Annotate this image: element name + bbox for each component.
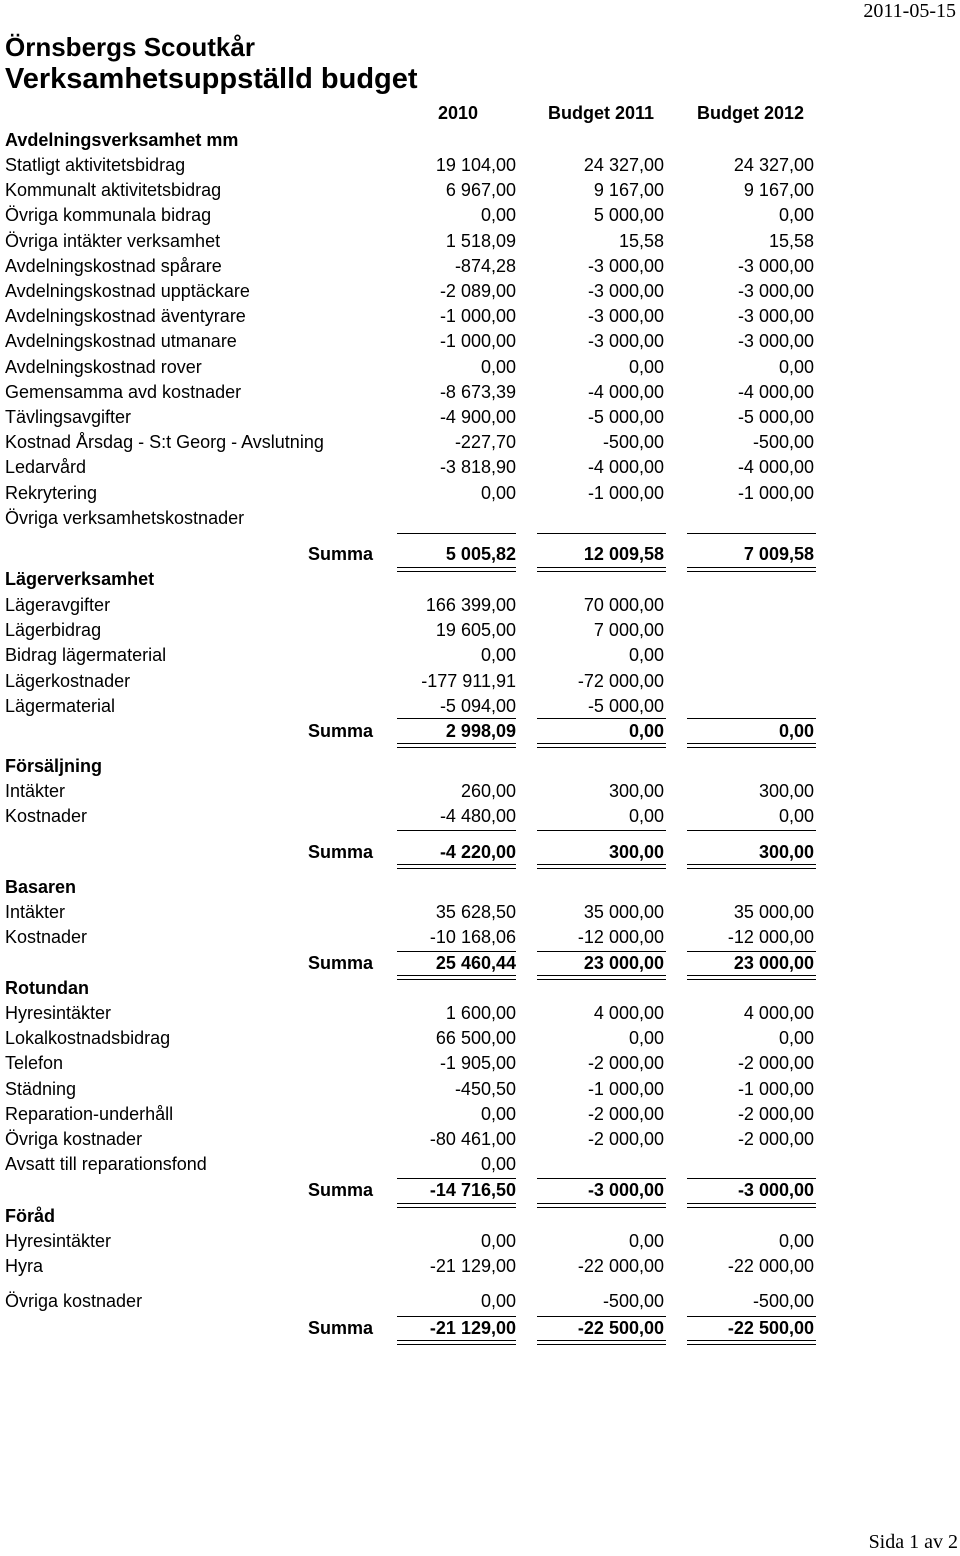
row-label: Ledarvård <box>5 457 87 478</box>
cell-value: -2 000,00 <box>737 1053 814 1074</box>
row-label: Lägermaterial <box>5 695 116 716</box>
cell-value: 0,00 <box>778 356 814 377</box>
cell-value: -8 673,39 <box>439 381 516 402</box>
summa-row <box>0 1178 960 1203</box>
summa-value: -3 000,00 <box>587 1180 664 1200</box>
table-row <box>0 1289 960 1314</box>
cell-value: -80 461,00 <box>429 1129 516 1149</box>
cell-value: -10 168,06 <box>429 927 516 948</box>
cell-value: -874,28 <box>454 255 516 276</box>
cell-value: -2 089,00 <box>439 281 516 301</box>
table-row <box>0 1127 960 1152</box>
cell-value: 300,00 <box>608 781 664 801</box>
summa-label: Summa <box>307 721 373 741</box>
summa-value: -22 500,00 <box>577 1318 664 1338</box>
summa-value: -21 129,00 <box>429 1318 516 1338</box>
summa-value: 12 009,58 <box>583 544 664 564</box>
table-row <box>0 804 960 829</box>
summa-value: 0,00 <box>628 721 664 741</box>
section-title: Basaren <box>5 877 77 897</box>
row-label: Övriga verksamhetskostnader <box>5 507 245 528</box>
cell-value: -500,00 <box>602 1291 664 1312</box>
total-double-rule <box>397 1340 516 1345</box>
table-row <box>0 1152 960 1177</box>
cell-value: 0,00 <box>480 482 516 503</box>
cell-value: 24 327,00 <box>583 155 664 175</box>
cell-value: -3 000,00 <box>587 255 664 276</box>
summa-value: 23 000,00 <box>583 953 664 973</box>
cell-value: -2 000,00 <box>737 1129 814 1149</box>
table-row <box>0 779 960 804</box>
cell-value: -3 818,90 <box>439 457 516 478</box>
cell-value: -2 000,00 <box>737 1103 814 1124</box>
cell-value: -21 129,00 <box>429 1256 516 1277</box>
cell-value: -1 000,00 <box>439 331 516 352</box>
cell-value: 6 967,00 <box>445 180 516 201</box>
page-number: Sida 1 av 2 <box>868 1531 958 1553</box>
table-row <box>0 254 960 279</box>
total-double-rule <box>687 743 816 748</box>
table-row <box>0 1051 960 1076</box>
cell-value: -500,00 <box>752 1291 814 1312</box>
summa-value: 23 000,00 <box>733 953 814 973</box>
row-label: Reparation-underhåll <box>5 1103 174 1124</box>
section-title: Försäljning <box>5 756 103 776</box>
summa-value: 5 005,82 <box>445 544 516 564</box>
cell-value: -1 000,00 <box>737 482 814 503</box>
row-label: Övriga kostnader <box>5 1129 143 1149</box>
section-title: Föråd <box>5 1206 56 1226</box>
cell-value: 4 000,00 <box>593 1003 664 1023</box>
section-title: Avdelningsverksamhet mm <box>5 130 239 150</box>
cell-value: 19 104,00 <box>435 155 516 175</box>
cell-value: -4 000,00 <box>737 457 814 478</box>
cell-value: 4 000,00 <box>743 1003 814 1023</box>
cell-value: 0,00 <box>778 806 814 827</box>
total-double-rule <box>537 864 666 869</box>
summa-value: -3 000,00 <box>737 1180 814 1200</box>
total-double-rule <box>687 864 816 869</box>
report-date: 2011-05-15 <box>863 0 956 22</box>
section-title-row <box>0 128 960 153</box>
cell-value: -2 000,00 <box>587 1103 664 1124</box>
row-label: Avdelningskostnad spårare <box>5 255 222 276</box>
cell-value: 24 327,00 <box>733 155 814 175</box>
cell-value: 0,00 <box>778 205 814 226</box>
table-row <box>0 153 960 178</box>
cell-value: -3 000,00 <box>737 331 814 352</box>
cell-value: 1 518,09 <box>445 230 516 251</box>
table-row <box>0 694 960 719</box>
row-label: Lägeravgifter <box>5 595 111 615</box>
subtotal-rule <box>397 830 516 831</box>
cell-value: 166 399,00 <box>425 595 516 615</box>
table-row <box>0 355 960 380</box>
cell-value: -3 000,00 <box>737 255 814 276</box>
section-title-row <box>0 754 960 779</box>
cell-value: -5 000,00 <box>737 407 814 427</box>
row-label: Avdelningskostnad äventyrare <box>5 306 246 327</box>
cell-value: 0,00 <box>628 1231 664 1251</box>
cell-value: 0,00 <box>480 1291 516 1312</box>
row-label: Hyra <box>5 1256 44 1277</box>
summa-row <box>0 1316 960 1341</box>
table-row <box>0 1102 960 1127</box>
cell-value: 35 000,00 <box>583 902 664 922</box>
cell-value: -4 480,00 <box>439 806 516 827</box>
section-title: Lägerverksamhet <box>5 569 155 589</box>
table-row <box>0 455 960 480</box>
row-label: Telefon <box>5 1053 64 1074</box>
cell-value: -1 000,00 <box>439 306 516 327</box>
cell-value: 1 600,00 <box>445 1003 516 1023</box>
table-row <box>0 593 960 618</box>
table-row <box>0 618 960 643</box>
cell-value: -22 000,00 <box>727 1256 814 1277</box>
cell-value: 0,00 <box>628 806 664 827</box>
column-header-2010: 2010 <box>437 103 478 123</box>
table-row <box>0 304 960 329</box>
cell-value: 15,58 <box>618 230 664 251</box>
cell-value: -5 000,00 <box>587 695 664 716</box>
total-double-rule <box>397 864 516 869</box>
summa-value: 300,00 <box>758 842 814 862</box>
cell-value: -4 000,00 <box>587 457 664 478</box>
cell-value: 0,00 <box>480 356 516 377</box>
section-title-row <box>0 976 960 1001</box>
organization-name: Örnsbergs Scoutkår <box>5 32 255 62</box>
subtotal-rule <box>537 533 666 534</box>
cell-value: 70 000,00 <box>583 595 664 615</box>
row-label: Lägerbidrag <box>5 620 102 641</box>
cell-value: 66 500,00 <box>435 1028 516 1049</box>
row-label: Avdelningskostnad upptäckare <box>5 281 250 301</box>
cell-value: -12 000,00 <box>577 927 664 948</box>
cell-value: 0,00 <box>480 1103 516 1124</box>
summa-value: -22 500,00 <box>727 1318 814 1338</box>
row-label: Lokalkostnadsbidrag <box>5 1028 171 1049</box>
cell-value: 15,58 <box>768 230 814 251</box>
cell-value: 9 167,00 <box>593 180 664 201</box>
cell-value: -5 000,00 <box>587 407 664 427</box>
cell-value: -12 000,00 <box>727 927 814 948</box>
cell-value: -2 000,00 <box>587 1053 664 1074</box>
cell-value: 0,00 <box>480 645 516 666</box>
cell-value: -500,00 <box>602 432 664 453</box>
cell-value: 0,00 <box>628 645 664 666</box>
summa-value: 7 009,58 <box>743 544 814 564</box>
row-label: Övriga kostnader <box>5 1291 143 1312</box>
cell-value: -500,00 <box>752 432 814 453</box>
total-double-rule <box>397 743 516 748</box>
total-double-rule <box>687 1340 816 1345</box>
table-row <box>0 430 960 455</box>
table-row <box>0 643 960 668</box>
cell-value: -5 094,00 <box>439 695 516 716</box>
cell-value: -177 911,91 <box>421 670 516 691</box>
cell-value: 0,00 <box>480 1231 516 1251</box>
row-label: Rekrytering <box>5 482 98 503</box>
table-row <box>0 506 960 531</box>
summa-label: Summa <box>307 842 373 862</box>
summa-row <box>0 719 960 744</box>
table-row <box>0 203 960 228</box>
summa-row <box>0 542 960 567</box>
cell-value: 9 167,00 <box>743 180 814 201</box>
cell-value: 260,00 <box>460 781 516 801</box>
section-title: Rotundan <box>5 978 89 998</box>
summa-label: Summa <box>307 1318 373 1338</box>
subtotal-rule <box>687 533 816 534</box>
cell-value: 0,00 <box>480 205 516 226</box>
summa-label: Summa <box>307 1180 373 1200</box>
table-row <box>0 380 960 405</box>
cell-value: -72 000,00 <box>577 670 664 691</box>
cell-value: 19 605,00 <box>435 620 516 641</box>
table-row <box>0 178 960 203</box>
section-title-row <box>0 567 960 592</box>
row-label: Avdelningskostnad rover <box>5 356 202 377</box>
page-title: Verksamhetsuppställd budget <box>5 63 418 95</box>
row-label: Hyresintäkter <box>5 1003 112 1023</box>
cell-value: 35 000,00 <box>733 902 814 922</box>
total-double-rule <box>537 1340 666 1345</box>
column-header-budget-2011: Budget 2011 <box>547 103 654 123</box>
summa-value: -14 716,50 <box>429 1180 516 1200</box>
subtotal-rule <box>397 533 516 534</box>
subtotal-rule <box>687 830 816 831</box>
cell-value: -4 900,00 <box>439 407 516 427</box>
row-label: Statligt aktivitetsbidrag <box>5 155 186 175</box>
cell-value: -22 000,00 <box>577 1256 664 1277</box>
table-row <box>0 279 960 304</box>
summa-value: 0,00 <box>778 721 814 741</box>
row-label: Intäkter <box>5 902 66 922</box>
table-row <box>0 229 960 254</box>
summa-value: 25 460,44 <box>435 953 516 973</box>
cell-value: 0,00 <box>778 1028 814 1049</box>
cell-value: -3 000,00 <box>587 281 664 301</box>
row-label: Avdelningskostnad utmanare <box>5 331 237 352</box>
cell-value: 0,00 <box>628 1028 664 1049</box>
cell-value: 35 628,50 <box>435 902 516 922</box>
cell-value: 0,00 <box>628 356 664 377</box>
row-label: Kommunalt aktivitetsbidrag <box>5 180 222 201</box>
row-label: Intäkter <box>5 781 66 801</box>
table-row <box>0 481 960 506</box>
row-label: Övriga intäkter verksamhet <box>5 230 221 251</box>
cell-value: -227,70 <box>454 432 516 453</box>
summa-label: Summa <box>307 953 373 973</box>
cell-value: 0,00 <box>480 1154 516 1175</box>
row-label: Gemensamma avd kostnader <box>5 381 242 402</box>
section-title-row <box>0 1204 960 1229</box>
row-label: Kostnad Årsdag - S:t Georg - Avslutning <box>5 432 324 453</box>
table-row <box>0 669 960 694</box>
table-row <box>0 1229 960 1254</box>
cell-value: 7 000,00 <box>593 620 664 641</box>
cell-value: -1 905,00 <box>439 1053 516 1074</box>
row-label: Bidrag lägermaterial <box>5 645 167 666</box>
cell-value: 300,00 <box>758 781 814 801</box>
cell-value: -450,50 <box>454 1078 516 1099</box>
cell-value: 0,00 <box>778 1231 814 1251</box>
row-label: Lägerkostnader <box>5 670 131 691</box>
summa-row <box>0 840 960 865</box>
section-title-row <box>0 875 960 900</box>
summa-label: Summa <box>307 544 373 564</box>
cell-value: -2 000,00 <box>587 1129 664 1149</box>
row-label: Kostnader <box>5 927 88 948</box>
cell-value: -3 000,00 <box>737 281 814 301</box>
cell-value: -4 000,00 <box>737 381 814 402</box>
table-row <box>0 329 960 354</box>
cell-value: 5 000,00 <box>593 205 664 226</box>
summa-value: 2 998,09 <box>445 721 516 741</box>
row-label: Tävlingsavgifter <box>5 407 132 427</box>
cell-value: -3 000,00 <box>587 331 664 352</box>
table-row <box>0 1077 960 1102</box>
cell-value: -1 000,00 <box>737 1078 814 1099</box>
row-label: Avsatt till reparationsfond <box>5 1154 207 1175</box>
cell-value: -4 000,00 <box>587 381 664 402</box>
cell-value: -1 000,00 <box>587 482 664 503</box>
table-row <box>0 405 960 430</box>
total-double-rule <box>537 743 666 748</box>
table-row <box>0 900 960 925</box>
subtotal-rule <box>537 830 666 831</box>
table-row <box>0 1001 960 1026</box>
summa-row <box>0 951 960 976</box>
table-row <box>0 1254 960 1279</box>
cell-value: -1 000,00 <box>587 1078 664 1099</box>
table-row <box>0 1026 960 1051</box>
column-header-budget-2012: Budget 2012 <box>696 103 804 123</box>
row-label: Städning <box>5 1078 77 1099</box>
row-label: Kostnader <box>5 806 88 827</box>
row-label: Hyresintäkter <box>5 1231 112 1251</box>
cell-value: -3 000,00 <box>587 306 664 327</box>
summa-value: -4 220,00 <box>439 842 516 862</box>
summa-value: 300,00 <box>608 842 664 862</box>
table-row <box>0 925 960 950</box>
row-label: Övriga kommunala bidrag <box>5 205 212 226</box>
cell-value: -3 000,00 <box>737 306 814 327</box>
